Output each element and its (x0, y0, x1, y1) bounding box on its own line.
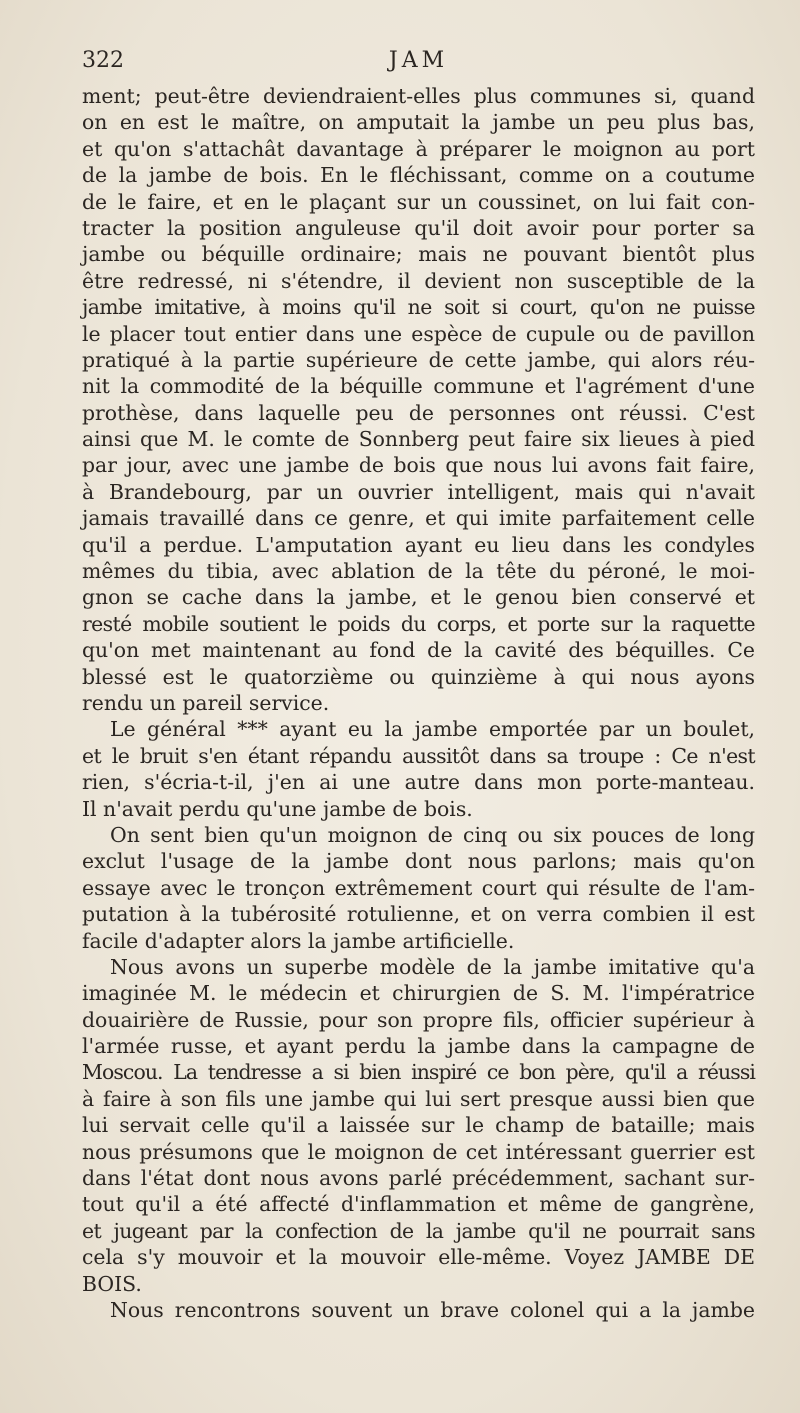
text-line: et jugeant par la confection de la jambe qu'il ne pourrait sans (82, 1218, 755, 1243)
text-line: Il n'avait perdu qu'une jambe de bois. (82, 796, 473, 821)
text-line: Le général *** ayant eu la jambe emportée par un boulet, (110, 717, 755, 742)
text-line: jambe ou béquille ordinaire; mais ne pouvant bientôt plus (82, 242, 755, 267)
text-line: jambe imitative, à moins qu'il ne soit si court, qu'on ne puisse (82, 295, 755, 320)
page-number: 322 (82, 48, 124, 73)
text-line: tracter la position anguleuse qu'il doit avoir pour porter sa (82, 215, 755, 240)
text-line: et qu'on s'attachât davantage à préparer le moignon au port (82, 136, 755, 161)
text-line: blessé est le quatorzième ou quinzième à qui nous ayons (82, 664, 755, 689)
text-line: rendu un pareil service. (82, 690, 330, 715)
text-line: imaginée M. le médecin et chirurgien de S. M. l'impératrice (82, 981, 755, 1006)
text-line: Moscou. La tendresse a si bien inspiré ce bon père, qu'il a réussi (82, 1060, 755, 1085)
text-line: mêmes du tibia, avec ablation de la tête du péroné, le moi- (82, 559, 755, 584)
text-line: qu'il a perdue. L'amputation ayant eu lieu dans les condyles (82, 532, 755, 557)
running-head: JAM (388, 48, 449, 73)
text-line: BOIS. (82, 1271, 142, 1296)
text-line: pratiqué à la partie supérieure de cette jambe, qui alors réu- (82, 347, 755, 372)
text-line: nit la commodité de la béquille commune et l'agrément d'une (82, 374, 755, 399)
text-line: l'armée russe, et ayant perdu la jambe dans la campagne de (82, 1034, 755, 1059)
text-line: être redressé, ni s'étendre, il devient non susceptible de la (82, 268, 755, 293)
text-line: Nous avons un superbe modèle de la jambe imitative qu'a (110, 954, 755, 979)
body-text (82, 83, 755, 1323)
text-line: qu'on met maintenant au fond de la cavité des béquilles. Ce (82, 638, 755, 663)
text-line: Nous rencontrons souvent un brave colonel qui a la jambe (110, 1297, 755, 1322)
text-line: le placer tout entier dans une espèce de cupule ou de pavillon (82, 321, 755, 346)
text-line: essaye avec le tronçon extrêmement court qui résulte de l'am- (82, 875, 755, 900)
text-line: et le bruit s'en étant répandu aussitôt dans sa troupe : Ce n'est (82, 743, 755, 768)
text-line: On sent bien qu'un moignon de cinq ou six pouces de long (110, 822, 755, 847)
text-line: de le faire, et en le plaçant sur un coussinet, on lui fait con- (82, 189, 755, 214)
text-line: à faire à son fils une jambe qui lui sert presque aussi bien que (82, 1086, 755, 1111)
text-line: à Brandebourg, par un ouvrier intelligent, mais qui n'avait (82, 479, 755, 504)
text-line: on en est le maître, on amputait la jambe un peu plus bas, (82, 110, 755, 135)
text-line: dans l'état dont nous avons parlé précédemment, sachant sur- (82, 1166, 755, 1191)
text-line: cela s'y mouvoir et la mouvoir elle-même. Voyez JAMBE DE (82, 1245, 755, 1270)
text-line: facile d'adapter alors la jambe artificielle. (82, 928, 515, 953)
text-line: putation à la tubérosité rotulienne, et on verra combien il est (82, 902, 755, 927)
text-line: exclut l'usage de la jambe dont nous parlons; mais qu'on (82, 849, 755, 874)
text-line: prothèse, dans laquelle peu de personnes ont réussi. C'est (82, 400, 755, 425)
text-line: rien, s'écria-t-il, j'en ai une autre dans mon porte-manteau. (82, 770, 755, 795)
text-line: lui servait celle qu'il a laissée sur le champ de bataille; mais (82, 1113, 755, 1138)
text-line: resté mobile soutient le poids du corps, et porte sur la raquette (82, 611, 755, 636)
text-line: douairière de Russie, pour son propre fils, officier supérieur à (82, 1007, 755, 1032)
text-line: gnon se cache dans la jambe, et le genou bien conservé et (82, 585, 755, 610)
text-line: ainsi que M. le comte de Sonnberg peut faire six lieues à pied (82, 427, 755, 452)
text-line: de la jambe de bois. En le fléchissant, comme on a coutume (82, 163, 755, 188)
text-line: jamais travaillé dans ce genre, et qui imite parfaitement celle (82, 506, 755, 531)
text-line: tout qu'il a été affecté d'inflammation et même de gangrène, (82, 1192, 755, 1217)
text-line: nous présumons que le moignon de cet intéressant guerrier est (82, 1139, 755, 1164)
text-line: par jour, avec une jambe de bois que nous lui avons fait faire, (82, 453, 755, 478)
text-line: ment; peut-être deviendraient-elles plus communes si, quand (82, 84, 755, 108)
page-header (82, 48, 755, 82)
